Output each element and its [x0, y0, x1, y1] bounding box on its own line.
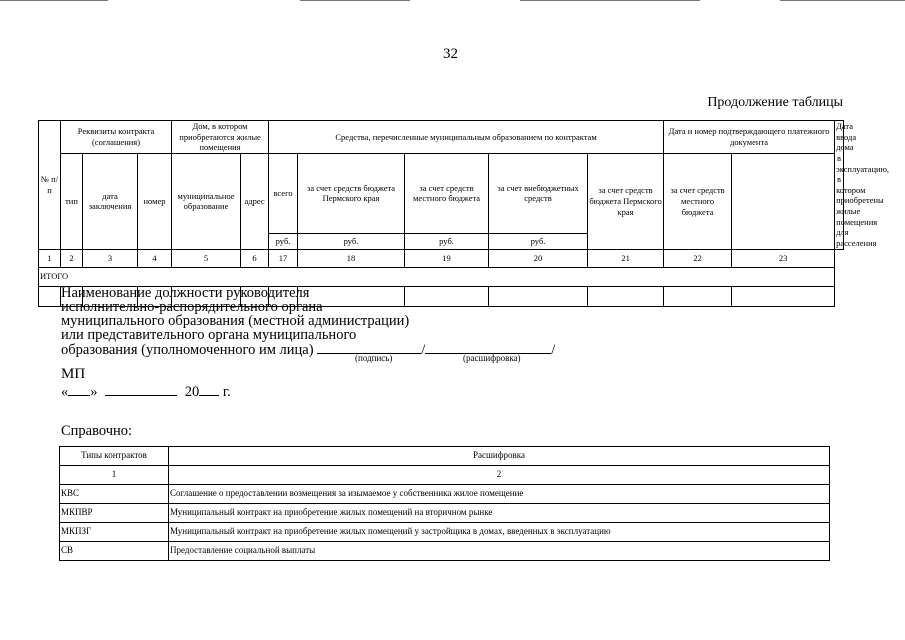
- official-title-line: исполнительно-распорядительного органа: [61, 299, 323, 315]
- header-commission-date: Дата ввода дома в эксплуатацию, в котором приобретены жилые помещения для расселения: [836, 121, 890, 248]
- date-close-quote: »: [90, 384, 98, 400]
- official-title-line: муниципального образования (местной администрации): [61, 313, 410, 329]
- slash: /: [551, 342, 556, 358]
- column-number: 23: [732, 249, 835, 267]
- page-number: 32: [443, 46, 458, 62]
- header-payment-document: Дата и номер подтверждающего платежного документа: [664, 121, 835, 154]
- header-payment-local: за счет средств местного бюджета: [664, 153, 732, 249]
- official-title-line: Наименование должности руководителя: [61, 285, 310, 301]
- header-conclusion-date: дата заключения: [83, 153, 138, 249]
- header-municipality: муниципальное образование: [172, 153, 241, 249]
- total-row-label: ИТОГО: [39, 267, 835, 286]
- header-payment-perm: за счет средств бюджета Пермского края: [588, 153, 664, 249]
- column-number: 5: [172, 249, 241, 267]
- reference-col-number: 1: [60, 466, 169, 485]
- column-number: 17: [269, 249, 298, 267]
- header-local-budget: за счет средств местного бюджета: [405, 153, 489, 233]
- unit-cell: руб.: [298, 233, 405, 249]
- reference-col-number: 2: [169, 466, 830, 485]
- unit-cell: руб.: [405, 233, 489, 249]
- reference-table: [59, 446, 830, 561]
- empty-cell: [588, 286, 664, 306]
- column-number: 18: [298, 249, 405, 267]
- table-continuation-label: Продолжение таблицы: [707, 95, 843, 110]
- column-number: 1: [39, 249, 61, 267]
- header-off-budget: за счет внебюджетных средств: [489, 153, 588, 233]
- official-title-line: образования (уполномоченного им лица): [61, 342, 314, 358]
- year-prefix: 20: [184, 384, 200, 400]
- month-blank: [105, 384, 177, 396]
- header-row-number: № п/п: [39, 121, 61, 250]
- slash: /: [421, 342, 426, 358]
- contract-type-code: МКПВР: [60, 504, 169, 523]
- header-transferred-funds: Средства, перечисленные муниципальным образованием по контрактам: [269, 121, 664, 154]
- year-suffix: г.: [222, 384, 231, 400]
- signature-caption: (подпись): [355, 353, 393, 363]
- signature-block: [61, 286, 555, 357]
- empty-cell: [664, 286, 732, 306]
- unit-cell: руб.: [489, 233, 588, 249]
- contracts-table: [38, 120, 890, 307]
- contract-type-description: Предоставление социальной выплаты: [169, 542, 830, 561]
- decode-caption: (расшифровка): [463, 353, 521, 363]
- table-row: [60, 523, 830, 542]
- header-house: Дом, в котором приобретаются жилые помещения: [172, 121, 269, 154]
- day-blank: [68, 384, 90, 396]
- header-contract-details: Реквизиты контракта (соглашения): [61, 121, 172, 154]
- header-perm-budget: за счет средств бюджета Пермского края: [298, 153, 405, 233]
- header-total: всего: [269, 153, 298, 233]
- unit-cell: руб.: [269, 233, 298, 249]
- column-number: 19: [405, 249, 489, 267]
- header-type: тип: [61, 153, 83, 249]
- date-open-quote: «: [61, 384, 69, 400]
- column-number: 6: [241, 249, 269, 267]
- column-number: 3: [83, 249, 138, 267]
- column-number: 22: [664, 249, 732, 267]
- empty-cell: [39, 286, 61, 306]
- contract-type-code: МКПЗГ: [60, 523, 169, 542]
- reference-header-types: Типы контрактов: [60, 447, 169, 466]
- table-row: [60, 542, 830, 561]
- contract-type-description: Муниципальный контракт на приобретение жилых помещений у застройщика в домах, введенных в эксплуатацию: [169, 523, 830, 542]
- contract-type-description: Соглашение о предоставлении возмещения за изымаемое у собственника жилое помещение: [169, 485, 830, 504]
- column-number: 20: [489, 249, 588, 267]
- contract-type-code: КВС: [60, 485, 169, 504]
- date-line: [61, 384, 231, 401]
- reference-header-decoding: Расшифровка: [169, 447, 830, 466]
- top-border-line: [0, 0, 905, 2]
- official-title-line: или представительного органа муниципального: [61, 327, 357, 343]
- table-row: [60, 504, 830, 523]
- contract-type-code: СВ: [60, 542, 169, 561]
- column-number: 21: [588, 249, 664, 267]
- reference-title: Справочно:: [61, 423, 133, 439]
- contract-type-description: Муниципальный контракт на приобретение жилых помещений на вторичном рынке: [169, 504, 830, 523]
- seal-place-label: МП: [61, 366, 86, 382]
- header-address: адрес: [241, 153, 269, 249]
- column-number: 2: [61, 249, 83, 267]
- empty-cell: [732, 286, 835, 306]
- year-blank: [199, 384, 219, 396]
- table-row: [60, 485, 830, 504]
- header-contract-number: номер: [138, 153, 172, 249]
- column-number: 4: [138, 249, 172, 267]
